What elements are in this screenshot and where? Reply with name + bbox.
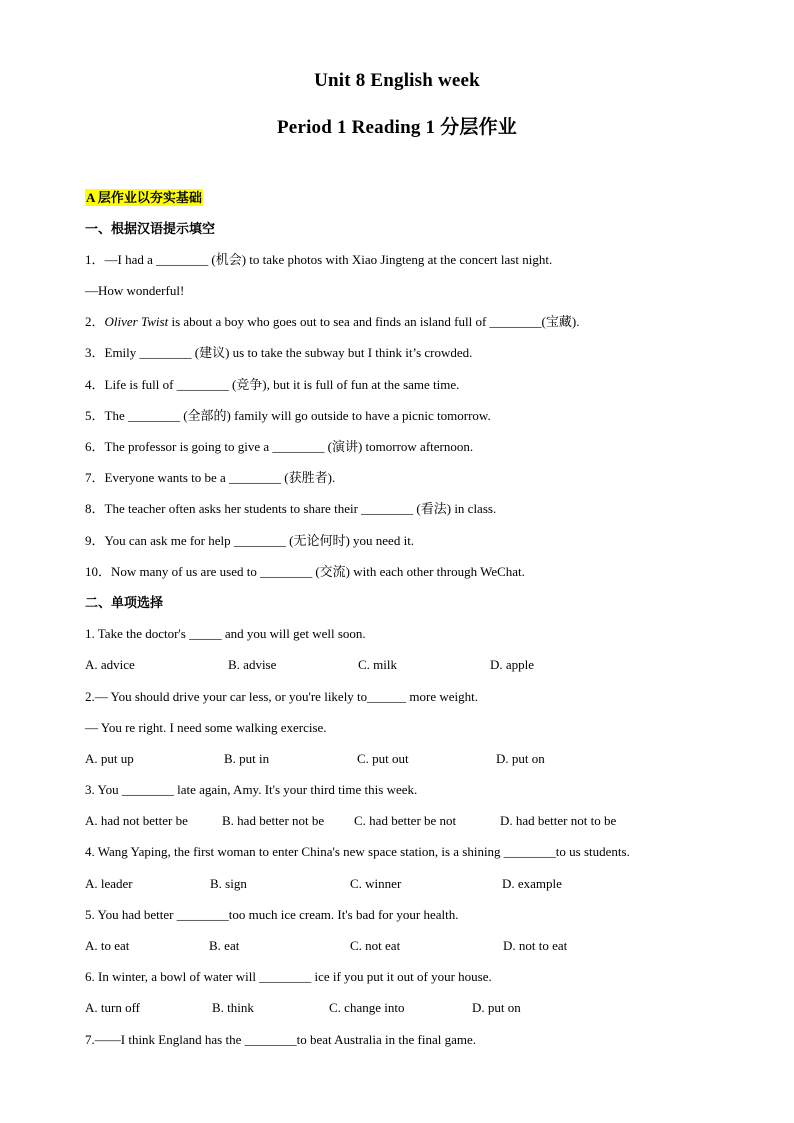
fill-item-6: 6．The professor is going to give a ________ (演讲) tomorrow afternoon. [85, 439, 474, 454]
page-title: Unit 8 English week [314, 70, 480, 91]
fill-item-8: 8．The teacher often asks her students to share their ________ (看法) in class. [85, 501, 497, 516]
option-b: B. sign [210, 876, 247, 891]
mc-question-3: 3. You ________ late again, Amy. It's your third time this week. [85, 782, 418, 797]
fill-item-5: 5．The ________ (全部的) family will go outside to have a picnic tomorrow. [85, 408, 491, 423]
option-c: C. had better be not [354, 813, 457, 828]
mc-question-6: 6. In winter, a bowl of water will ________ ice if you put it out of your house. [85, 969, 492, 984]
mc-question-1: 1. Take the doctor's _____ and you will get well soon. [85, 626, 366, 641]
option-d: D. put on [472, 1000, 521, 1015]
option-d: D. put on [496, 751, 545, 766]
fill-item-1: 1．—I had a ________ (机会) to take photos with Xiao Jingteng at the concert last night. [85, 252, 553, 267]
fill-item-3: 3．Emily ________ (建议) us to take the subway but I think it’s crowded. [85, 345, 473, 360]
option-b: B. put in [224, 751, 270, 766]
option-d: D. example [502, 876, 562, 891]
option-b: B. eat [209, 938, 240, 953]
mc-question-5: 5. You had better ________too much ice cream. It's bad for your health. [85, 907, 459, 922]
option-d: D. not to eat [503, 938, 568, 953]
option-a: A. put up [85, 751, 134, 766]
option-b: B. had better not be [222, 813, 325, 828]
mc-question-7: 7.——I think England has the ________to beat Australia in the final game. [85, 1032, 477, 1047]
mc-question-2: 2.— You should drive your car less, or you're likely to______ more weight. [85, 689, 479, 704]
option-a: A. to eat [85, 938, 130, 953]
option-d: D. had better not to be [500, 813, 617, 828]
option-a: A. had not better be [85, 813, 188, 828]
fill-item-2-number: 2． [85, 314, 105, 329]
option-c: C. milk [358, 657, 398, 672]
fill-item-2 [85, 313, 579, 331]
mc-question-2-reply: — You re right. I need some walking exercise. [85, 720, 327, 735]
book-title: Oliver Twist [104, 314, 169, 329]
part1-heading: 一、根据汉语提示填空 [85, 221, 216, 236]
option-c: C. change into [329, 1000, 405, 1015]
page-subtitle: Period 1 Reading 1 分层作业 [277, 117, 517, 138]
option-a: A. turn off [85, 1000, 141, 1015]
fill-item-9: 9．You can ask me for help ________ (无论何时) you need it. [85, 533, 415, 548]
option-d: D. apple [490, 657, 535, 672]
mc-question-4: 4. Wang Yaping, the first woman to enter China's new space station, is a shining ________to us students. [85, 844, 630, 859]
option-b: B. think [212, 1000, 254, 1015]
option-c: C. winner [350, 876, 402, 891]
option-a: A. advice [85, 657, 135, 672]
option-b: B. advise [228, 657, 277, 672]
option-c: C. put out [357, 751, 409, 766]
fill-item-2-text: is about a boy who goes out to sea and finds an island full of ________(宝藏). [168, 314, 580, 329]
fill-item-1-reply: —How wonderful! [85, 283, 185, 298]
fill-item-10: 10．Now many of us are used to ________ (交流) with each other through WeChat. [85, 564, 525, 579]
option-a: A. leader [85, 876, 133, 891]
part2-heading: 二、单项选择 [85, 595, 164, 610]
level-a-heading [85, 189, 203, 207]
option-c: C. not eat [350, 938, 401, 953]
fill-item-4: 4．Life is full of ________ (竞争), but it is full of fun at the same time. [85, 377, 460, 392]
fill-item-7: 7．Everyone wants to be a ________ (获胜者). [85, 470, 336, 485]
level-a-highlight: A 层作业以夯实基础 [86, 190, 202, 205]
